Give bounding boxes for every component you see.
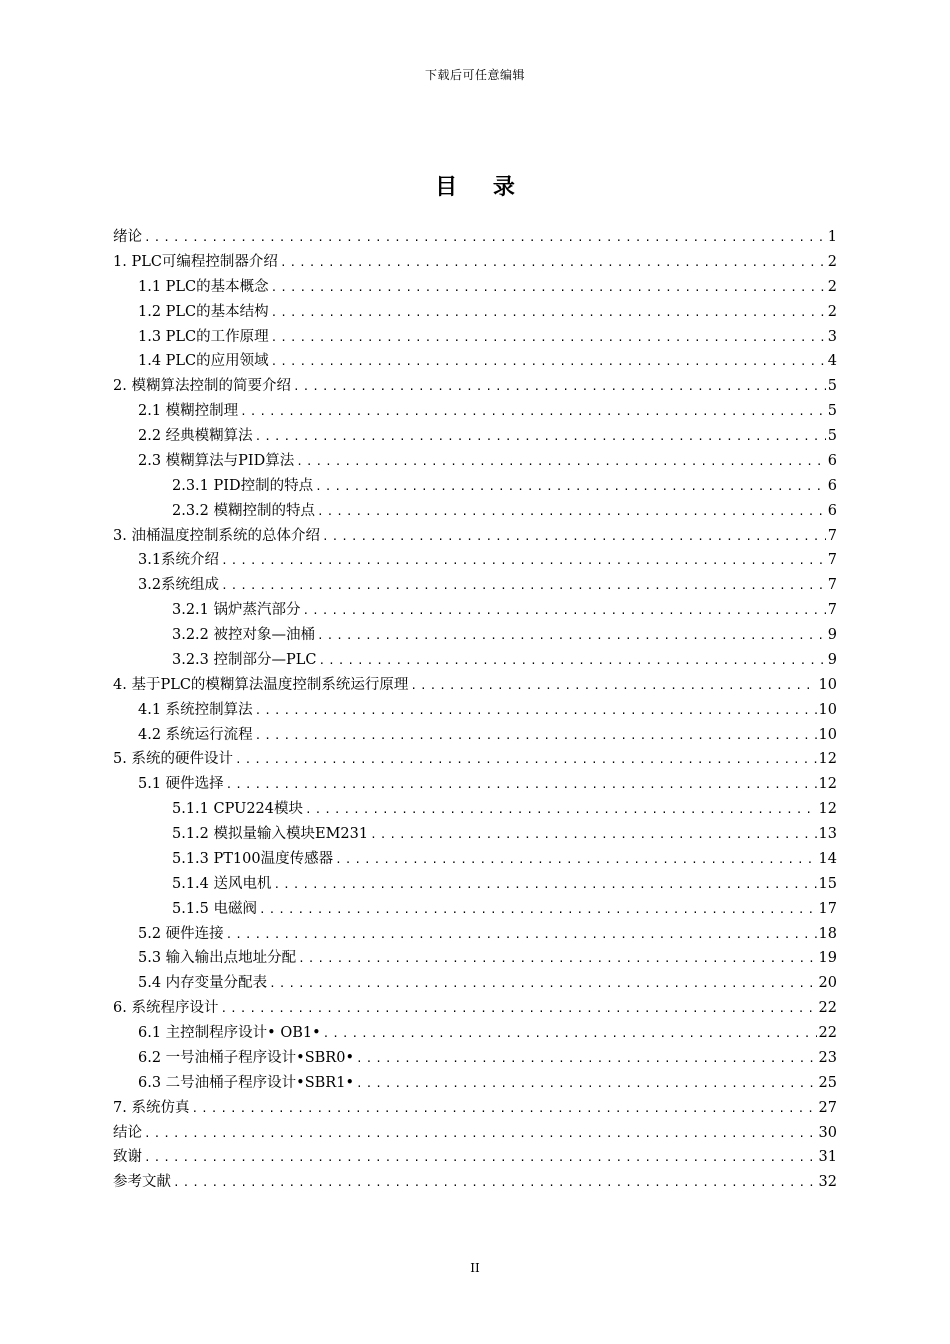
toc-entry-page: 20 <box>818 975 837 992</box>
toc-entry-page: 14 <box>818 850 837 867</box>
toc-entry-label: 3.2.3 控制部分—PLC <box>172 651 317 668</box>
toc-dot-leader <box>271 328 826 348</box>
toc-entry[interactable] <box>113 749 837 774</box>
toc-entry-label: 5.2 硬件连接 <box>138 925 224 942</box>
toc-entry[interactable] <box>113 998 837 1023</box>
toc-entry[interactable] <box>113 700 837 725</box>
toc-entry-label: 4. 基于PLC的模糊算法温度控制系统运行原理 <box>113 676 409 693</box>
toc-entry-label: 5.1.4 送风电机 <box>172 875 272 892</box>
toc-entry-page: 2 <box>827 303 837 320</box>
toc-entry-label: 5. 系统的硬件设计 <box>113 751 233 768</box>
toc-dot-leader <box>271 352 826 372</box>
toc-entry-page: 6 <box>827 502 837 519</box>
toc-dot-leader <box>240 402 826 422</box>
toc-entry[interactable] <box>113 1147 837 1172</box>
toc-dot-leader <box>271 278 826 298</box>
toc-entry-label: 绪论 <box>113 229 142 245</box>
toc-entry[interactable] <box>113 227 837 252</box>
toc-entry-label: 致谢 <box>113 1149 142 1166</box>
toc-entry[interactable] <box>113 550 837 575</box>
toc-entry-label: 2.3.1 PID控制的特点 <box>172 477 314 494</box>
toc-dot-leader <box>271 303 826 323</box>
toc-entry-page: 7 <box>827 577 837 594</box>
toc-dot-leader <box>293 377 826 397</box>
toc-dot-leader <box>303 601 826 621</box>
toc-entry[interactable] <box>113 899 837 924</box>
toc-dot-leader <box>144 228 826 248</box>
toc-entry-label: 2.2 经典模糊算法 <box>138 428 253 444</box>
toc-dot-leader <box>318 651 825 671</box>
toc-entry-label: 2. 模糊算法控制的简要介绍 <box>113 378 291 395</box>
toc-entry[interactable] <box>113 774 837 799</box>
toc-entry-label: 5.4 内存变量分配表 <box>138 975 268 992</box>
toc-entry-label: 2.3.2 模糊控制的特点 <box>172 502 316 519</box>
toc-entry-page: 31 <box>818 1149 837 1166</box>
toc-entry-page: 30 <box>818 1124 837 1141</box>
toc-dot-leader <box>370 825 816 845</box>
toc-entry-page: 19 <box>818 950 837 967</box>
toc-entry-page: 7 <box>827 602 837 619</box>
toc-entry-label: 5.1.5 电磁阀 <box>172 900 258 917</box>
toc-entry-page: 23 <box>818 1049 837 1066</box>
toc-entry-label: 1.4 PLC的应用领域 <box>138 353 269 370</box>
toc-entry-label: 1.2 PLC的基本结构 <box>138 303 269 320</box>
toc-entry-page: 6 <box>827 477 837 494</box>
toc-entry[interactable] <box>113 799 837 824</box>
toc-entry[interactable] <box>113 451 837 476</box>
page-header: 下载后可任意编辑 <box>424 68 525 82</box>
toc-dot-leader <box>221 551 826 571</box>
toc-dot-leader <box>269 974 816 994</box>
toc-entry[interactable] <box>113 1098 837 1123</box>
toc-entry[interactable] <box>113 1073 837 1098</box>
toc-entry-page: 10 <box>818 701 837 718</box>
toc-dot-leader <box>144 1124 817 1144</box>
toc-dot-leader <box>226 775 817 795</box>
toc-entry-page: 32 <box>818 1174 837 1191</box>
toc-entry[interactable] <box>113 725 837 750</box>
toc-entry-label: 3.1系统介绍 <box>138 552 220 569</box>
toc-entry-page: 27 <box>818 1099 837 1116</box>
toc-dot-leader <box>335 850 816 870</box>
toc-entry[interactable] <box>113 948 837 973</box>
toc-entry[interactable] <box>113 426 837 451</box>
toc-dot-leader <box>173 1173 817 1193</box>
toc-entry-page: 12 <box>818 751 837 768</box>
toc-entry-page: 22 <box>818 1000 837 1017</box>
toc-entry[interactable] <box>113 625 837 650</box>
toc-entry[interactable] <box>113 526 837 551</box>
toc-entry[interactable] <box>113 575 837 600</box>
toc-entry-page: 6 <box>827 452 837 469</box>
toc-entry[interactable] <box>113 675 837 700</box>
toc-entry-label: 3.2.2 被控对象—油桶 <box>172 627 316 643</box>
toc-dot-leader <box>298 949 816 969</box>
toc-entry-page: 22 <box>818 1025 837 1041</box>
toc-dot-leader <box>259 900 817 920</box>
toc-entry-page: 1 <box>827 229 837 245</box>
toc-entry[interactable] <box>113 252 837 277</box>
toc-entry-label: 4.2 系统运行流程 <box>138 726 253 743</box>
toc-entry-label: 结论 <box>113 1124 142 1141</box>
toc-entry-page: 12 <box>818 776 837 793</box>
toc-entry[interactable] <box>113 600 837 625</box>
toc-entry-page: 12 <box>818 801 837 818</box>
toc-entry-label: 6. 系统程序设计 <box>113 1000 219 1017</box>
toc-entry-label: 5.1.3 PT100温度传感器 <box>172 850 334 867</box>
toc-entry-label: 1.3 PLC的工作原理 <box>138 328 269 345</box>
toc-entry-label: 3. 油桶温度控制系统的总体介绍 <box>113 527 320 544</box>
toc-entry[interactable] <box>113 973 837 998</box>
page-number: II <box>470 1261 480 1275</box>
toc-entry[interactable] <box>113 849 837 874</box>
toc-entry-page: 13 <box>818 826 837 842</box>
toc-title: 目 录 <box>435 174 529 200</box>
toc-entry[interactable] <box>113 501 837 526</box>
toc-entry-label: 2.3 模糊算法与PID算法 <box>138 452 295 469</box>
toc-entry[interactable] <box>113 650 837 675</box>
toc-dot-leader <box>322 527 826 547</box>
toc-entry-label: 6.1 主控制程序设计• OB1• <box>138 1025 321 1041</box>
toc-entry-label: 5.3 输入输出点地址分配 <box>138 950 297 967</box>
toc-dot-leader <box>255 701 817 721</box>
toc-dot-leader <box>255 726 817 746</box>
toc-dot-leader <box>226 925 817 945</box>
toc-entry-label: 1.1 PLC的基本概念 <box>138 278 269 295</box>
toc-entry-page: 9 <box>827 651 837 668</box>
toc-entry[interactable] <box>113 1048 837 1073</box>
toc-entry-page: 18 <box>818 925 837 942</box>
toc-entry-label: 6.3 二号油桶子程序设计•SBR1• <box>138 1074 355 1091</box>
toc-entry-page: 5 <box>827 378 837 395</box>
toc-dot-leader <box>274 875 817 895</box>
toc-dot-leader <box>356 1049 817 1069</box>
toc-entry-label: 参考文献 <box>113 1174 171 1191</box>
toc-entry[interactable] <box>113 924 837 949</box>
toc-entry-page: 9 <box>827 627 837 643</box>
toc-dot-leader <box>255 427 826 447</box>
toc-entry-label: 1. PLC可编程控制器介绍 <box>113 253 278 270</box>
toc-entry-label: 6.2 一号油桶子程序设计•SBR0• <box>138 1049 355 1066</box>
toc-entry[interactable] <box>113 302 837 327</box>
toc-dot-leader <box>315 477 826 497</box>
table-of-contents <box>113 227 837 1197</box>
toc-dot-leader <box>356 1074 817 1094</box>
toc-entry[interactable] <box>113 351 837 376</box>
toc-dot-leader <box>410 676 816 696</box>
toc-entry[interactable] <box>113 327 837 352</box>
toc-entry-page: 15 <box>818 875 837 892</box>
toc-entry[interactable] <box>113 376 837 401</box>
toc-entry-page: 7 <box>827 527 837 544</box>
toc-entry[interactable] <box>113 277 837 302</box>
toc-entry-label: 3.2.1 锅炉蒸汽部分 <box>172 602 301 619</box>
toc-entry-page: 2 <box>827 278 837 295</box>
toc-entry-page: 17 <box>818 900 837 917</box>
toc-entry-page: 3 <box>827 328 837 345</box>
toc-entry-label: 5.1.1 CPU224模块 <box>172 801 303 818</box>
toc-entry-label: 4.1 系统控制算法 <box>138 701 253 718</box>
toc-entry[interactable] <box>113 401 837 426</box>
toc-dot-leader <box>220 999 816 1019</box>
toc-entry-label: 7. 系统仿真 <box>113 1099 190 1116</box>
toc-entry[interactable] <box>113 1023 837 1048</box>
toc-entry-page: 5 <box>827 403 837 420</box>
toc-entry-page: 10 <box>818 726 837 743</box>
toc-entry[interactable] <box>113 874 837 899</box>
toc-entry-label: 5.1.2 模拟量输入模块EM231 <box>172 826 369 842</box>
toc-entry-page: 2 <box>827 253 837 270</box>
toc-dot-leader <box>191 1099 816 1119</box>
toc-dot-leader <box>323 1024 817 1044</box>
toc-entry[interactable] <box>113 1172 837 1197</box>
toc-dot-leader <box>296 452 825 472</box>
toc-dot-leader <box>235 750 817 770</box>
toc-entry-page: 5 <box>827 428 837 444</box>
toc-dot-leader <box>280 253 826 273</box>
toc-entry-page: 7 <box>827 552 837 569</box>
toc-entry-label: 2.1 模糊控制理 <box>138 403 239 420</box>
toc-dot-leader <box>221 576 826 596</box>
toc-dot-leader <box>144 1148 817 1168</box>
toc-entry[interactable] <box>113 824 837 849</box>
toc-dot-leader <box>317 626 826 646</box>
toc-entry-label: 5.1 硬件选择 <box>138 776 224 793</box>
toc-entry-page: 10 <box>818 676 837 693</box>
toc-entry-label: 3.2系统组成 <box>138 577 220 594</box>
toc-dot-leader <box>305 800 817 820</box>
toc-entry[interactable] <box>113 1123 837 1148</box>
toc-entry-page: 25 <box>818 1074 837 1091</box>
toc-dot-leader <box>317 502 826 522</box>
toc-entry-page: 4 <box>827 353 837 370</box>
toc-entry[interactable] <box>113 476 837 501</box>
